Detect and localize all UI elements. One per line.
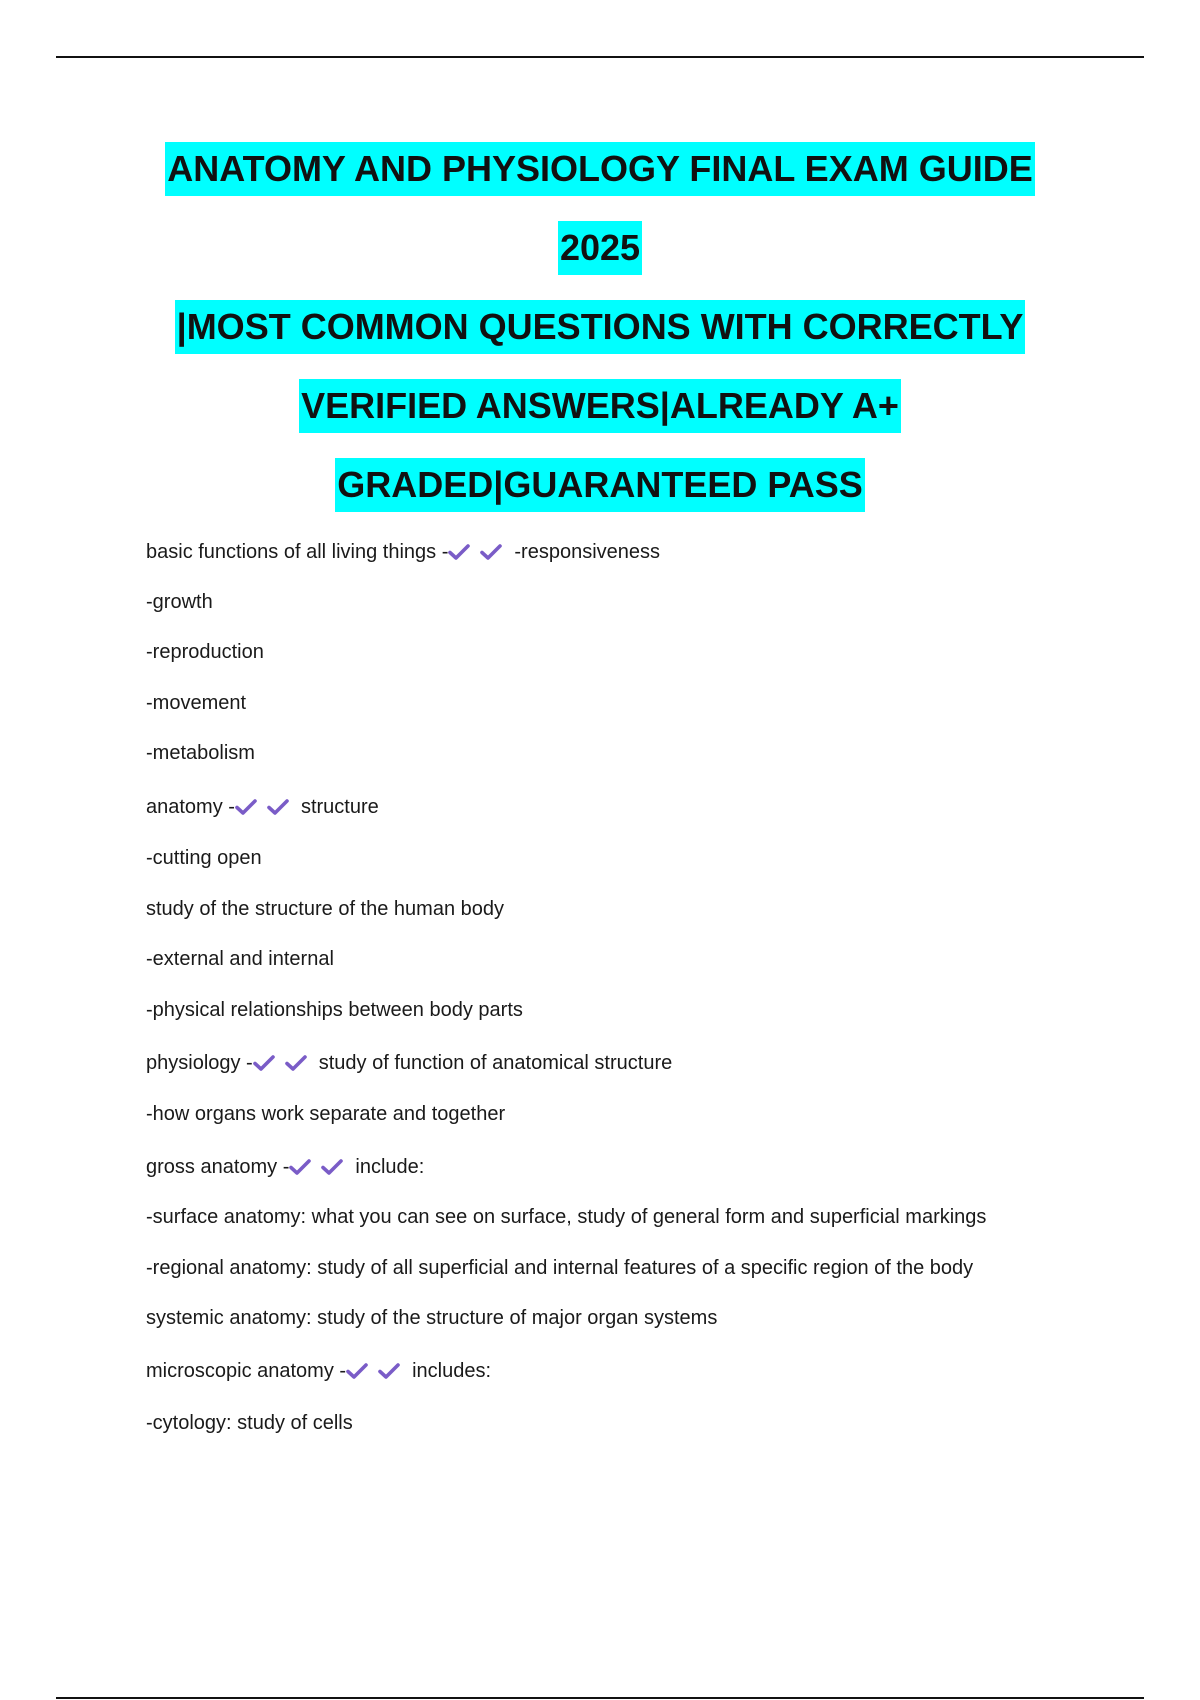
question-row: [146, 795, 379, 819]
answer-line: -growth: [146, 591, 213, 613]
answer-line: -physical relationships between body parts: [146, 999, 523, 1021]
checkmark-icon: [267, 798, 289, 816]
title-text: 2025: [558, 221, 642, 275]
bottom-rule: [56, 1697, 1144, 1699]
question-answer: structure: [300, 796, 379, 818]
top-rule: [56, 56, 1144, 58]
question-row: [146, 1051, 672, 1075]
checkmark-icon: [321, 1158, 343, 1176]
title-text: |MOST COMMON QUESTIONS WITH CORRECTLY: [175, 300, 1026, 354]
answer-line: -surface anatomy: what you can see on surface, study of general form and superficial markings: [146, 1206, 987, 1228]
checkmark-icon: [235, 798, 257, 816]
title-text: GRADED|GUARANTEED PASS: [335, 458, 864, 512]
question-row: [146, 1155, 424, 1179]
answer-line: systemic anatomy: study of the structure of major organ systems: [146, 1307, 718, 1329]
answer-line: -cytology: study of cells: [146, 1412, 353, 1434]
question-answer: study of function of anatomical structure: [318, 1052, 673, 1074]
title-line: [60, 221, 1140, 300]
answer-line: -external and internal: [146, 948, 334, 970]
question-row: [146, 540, 660, 564]
title-line: [60, 379, 1140, 458]
question-term: basic functions of all living things -: [146, 541, 449, 563]
document-title: [60, 142, 1140, 537]
title-text: ANATOMY AND PHYSIOLOGY FINAL EXAM GUIDE: [165, 142, 1034, 196]
answer-line: -cutting open: [146, 847, 262, 869]
question-term: gross anatomy -: [146, 1156, 290, 1178]
question-term: physiology -: [146, 1052, 253, 1074]
answer-line: -reproduction: [146, 641, 264, 663]
answer-line: -how organs work separate and together: [146, 1103, 506, 1125]
question-answer: -responsiveness: [514, 541, 660, 563]
answer-line: study of the structure of the human body: [146, 898, 504, 920]
checkmark-icon: [285, 1054, 307, 1072]
question-term: anatomy -: [146, 796, 235, 818]
checkmark-icon: [289, 1158, 311, 1176]
answer-line: -regional anatomy: study of all superficial and internal features of a specific region of the body: [146, 1257, 974, 1279]
title-line: [60, 458, 1140, 537]
checkmark-icon: [346, 1362, 368, 1380]
checkmark-icon: [448, 543, 470, 561]
question-answer: include:: [355, 1156, 425, 1178]
title-line: [60, 300, 1140, 379]
question-row: [146, 1359, 491, 1383]
question-term: microscopic anatomy -: [146, 1360, 347, 1382]
answer-line: -metabolism: [146, 742, 255, 764]
question-answer: includes:: [412, 1360, 491, 1382]
title-line: [60, 142, 1140, 221]
checkmark-icon: [480, 543, 502, 561]
checkmark-icon: [253, 1054, 275, 1072]
checkmark-icon: [378, 1362, 400, 1380]
answer-line: -movement: [146, 692, 247, 714]
title-text: VERIFIED ANSWERS|ALREADY A+: [299, 379, 901, 433]
